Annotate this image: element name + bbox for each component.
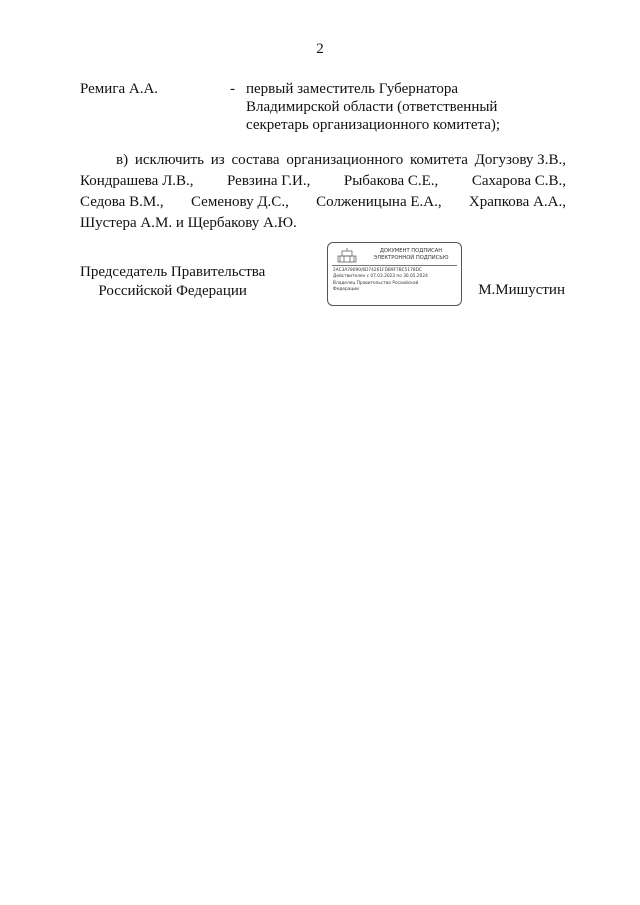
certificate-serial: 2AC3A78090/6D74261FDB9F7BC5178DC bbox=[333, 268, 422, 273]
stamp-title bbox=[362, 248, 460, 262]
word: исключить bbox=[134, 152, 204, 168]
exclusion-line bbox=[80, 171, 566, 192]
exclusion-paragraph bbox=[80, 150, 566, 234]
stamp-details bbox=[333, 268, 461, 293]
person-name: Семенову Д.С., bbox=[190, 194, 289, 210]
word: Догузову З.В., bbox=[474, 152, 566, 168]
word: организационного bbox=[286, 152, 404, 168]
signer-title-line: Российской Федерации bbox=[98, 283, 247, 299]
member-role-line: секретарь организационного комитета); bbox=[246, 117, 501, 133]
exclusion-line bbox=[80, 150, 566, 171]
person-name: Солженицына Е.А., bbox=[316, 194, 442, 210]
certificate-owner-line: Владелец Правительство Российской bbox=[333, 280, 419, 286]
stamp-divider bbox=[332, 265, 457, 266]
signer-title bbox=[80, 263, 265, 301]
signer-title-line: Председатель Правительства bbox=[80, 264, 266, 280]
member-name: Ремига А.А. bbox=[80, 81, 159, 97]
page-number: 2 bbox=[316, 41, 324, 57]
member-dash: - bbox=[230, 81, 235, 97]
person-name: Кондрашева Л.В., bbox=[80, 173, 194, 189]
signer-name: М.Мишустин bbox=[478, 282, 565, 298]
person-name: Ревзина Г.И., bbox=[227, 173, 311, 189]
certificate-validity: Действителен с 07.03.2023 по 30.05.2024 bbox=[333, 274, 428, 280]
certificate-owner-line: Федерации bbox=[333, 286, 359, 292]
member-role-line: Владимирской области (ответственный bbox=[246, 99, 498, 115]
word: из bbox=[210, 152, 225, 168]
exclusion-line bbox=[80, 192, 566, 213]
stamp-title-line: ЭЛЕКТРОННОЙ ПОДПИСЬЮ bbox=[373, 255, 449, 261]
word: комитета bbox=[409, 152, 468, 168]
electronic-signature-stamp bbox=[327, 242, 462, 306]
person-name: Храпкова А.А., bbox=[468, 194, 566, 210]
person-name: Сахарова С.В., bbox=[471, 173, 566, 189]
person-name: Седова В.М., bbox=[80, 194, 164, 210]
stamp-title-line: ДОКУМЕНТ ПОДПИСАН bbox=[379, 248, 443, 254]
person-name: Рыбакова С.Е., bbox=[343, 173, 439, 189]
member-role-line: первый заместитель Губернатора bbox=[246, 81, 459, 97]
member-role bbox=[246, 80, 536, 134]
word: в) bbox=[116, 152, 129, 168]
word: состава bbox=[231, 152, 280, 168]
exclusion-line: Шустера А.М. и Щербакову А.Ю. bbox=[80, 215, 297, 231]
coat-of-arms-icon bbox=[336, 247, 358, 263]
